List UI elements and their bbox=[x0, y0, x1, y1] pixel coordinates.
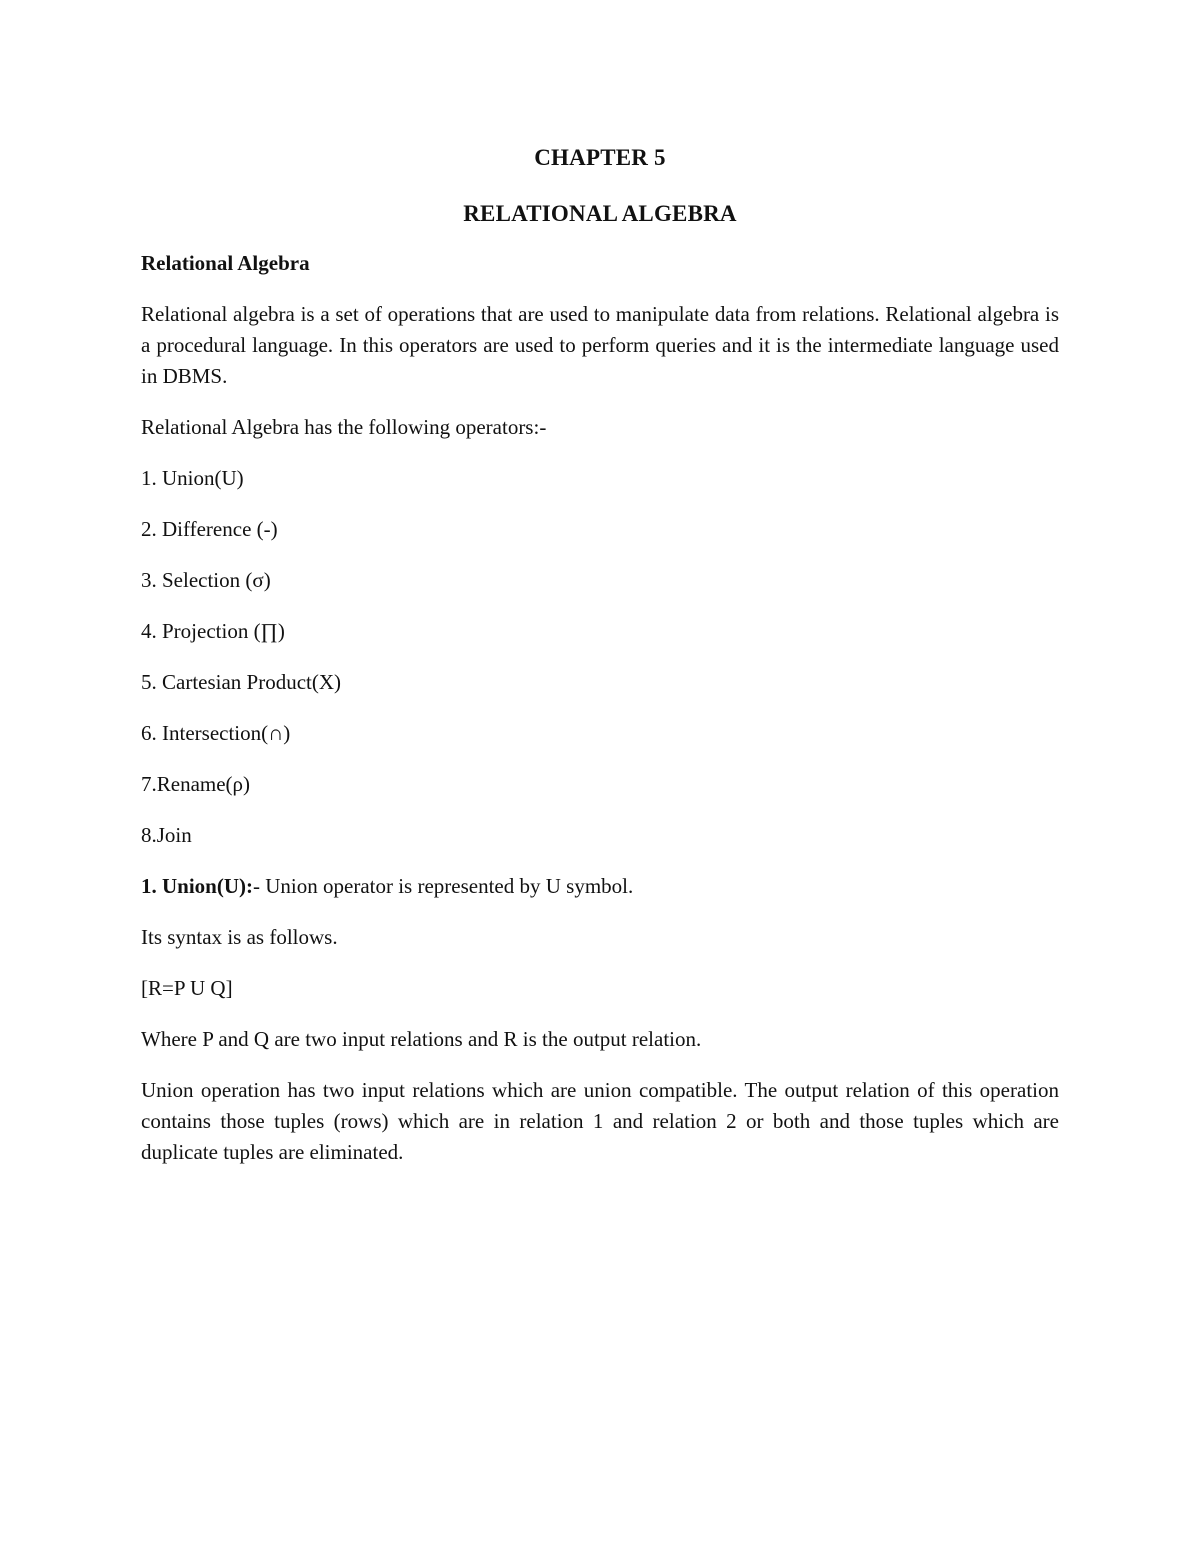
operators-lead: Relational Algebra has the following operators:- bbox=[141, 415, 547, 439]
union-explanation: Union operation has two input relations which are union compatible. The output relation of this operation contains those tuples (rows) which are in relation 1 and relation 2 or both and those tuples which are duplicate tuples are eliminated. bbox=[141, 1078, 1059, 1164]
chapter-number: CHAPTER 5 bbox=[534, 145, 666, 170]
list-item: 5. Cartesian Product(X) bbox=[141, 670, 342, 694]
list-item: 1. Union(U) bbox=[141, 466, 244, 490]
list-item: 6. Intersection(∩) bbox=[141, 721, 291, 745]
list-item: 7.Rename(ρ) bbox=[141, 772, 251, 796]
list-item: 2. Difference (-) bbox=[141, 517, 278, 541]
where-clause: Where P and Q are two input relations and R is the output relation. bbox=[141, 1027, 702, 1051]
list-item: 8.Join bbox=[141, 823, 192, 847]
union-definition bbox=[141, 871, 1059, 902]
page-content bbox=[141, 140, 1059, 1188]
section-heading: Relational Algebra bbox=[141, 251, 310, 275]
intro-paragraph: Relational algebra is a set of operations that are used to manipulate data from relations. Relational algebra is a procedural language. In this operators are used to perform queries and it is the intermediate language used in DBMS. bbox=[141, 302, 1059, 388]
union-description: - Union operator is represented by U symbol. bbox=[253, 874, 634, 898]
syntax-expression: [R=P U Q] bbox=[141, 976, 233, 1000]
union-heading: 1. Union(U): bbox=[141, 874, 254, 898]
list-item: 4. Projection (∏) bbox=[141, 619, 285, 643]
chapter-title: RELATIONAL ALGEBRA bbox=[463, 201, 737, 226]
syntax-intro: Its syntax is as follows. bbox=[141, 925, 338, 949]
list-item: 3. Selection (σ) bbox=[141, 568, 271, 592]
operators-list bbox=[141, 463, 1059, 851]
